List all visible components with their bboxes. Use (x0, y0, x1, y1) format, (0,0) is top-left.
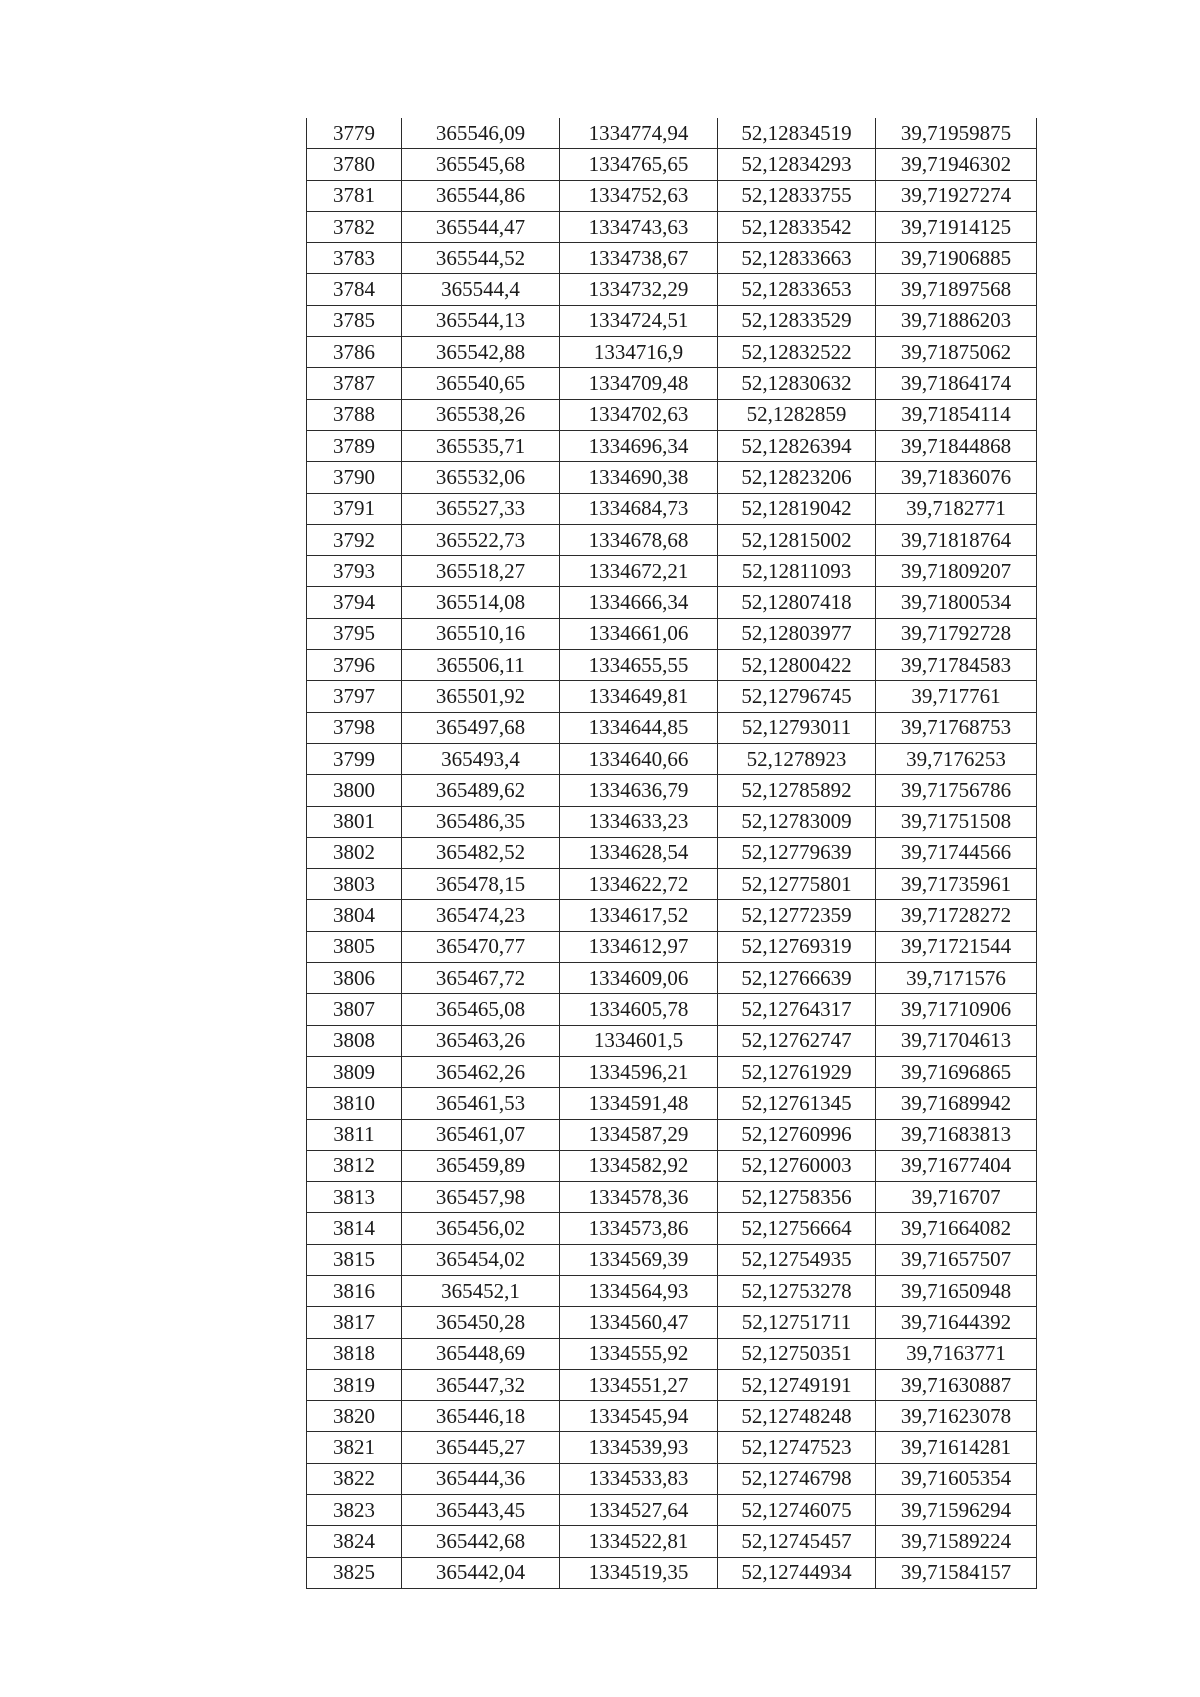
point-number-cell: 3786 (307, 337, 402, 368)
latitude-cell: 52,12779639 (718, 837, 876, 868)
y-coordinate-cell: 1334609,06 (560, 963, 718, 994)
latitude-cell: 52,12745457 (718, 1526, 876, 1557)
longitude-cell: 39,71897568 (876, 274, 1037, 305)
longitude-cell: 39,71875062 (876, 337, 1037, 368)
latitude-cell: 52,1282859 (718, 399, 876, 430)
latitude-cell: 52,12746798 (718, 1463, 876, 1494)
y-coordinate-cell: 1334628,54 (560, 837, 718, 868)
x-coordinate-cell: 365544,4 (402, 274, 560, 305)
latitude-cell: 52,12833755 (718, 180, 876, 211)
longitude-cell: 39,71704613 (876, 1025, 1037, 1056)
longitude-cell: 39,71728272 (876, 900, 1037, 931)
latitude-cell: 52,12783009 (718, 806, 876, 837)
longitude-cell: 39,716707 (876, 1182, 1037, 1213)
table-row (307, 274, 1037, 305)
point-number-cell: 3810 (307, 1088, 402, 1119)
table-row (307, 305, 1037, 336)
table-row (307, 1463, 1037, 1494)
latitude-cell: 52,12815002 (718, 524, 876, 555)
latitude-cell: 52,12830632 (718, 368, 876, 399)
point-number-cell: 3822 (307, 1463, 402, 1494)
point-number-cell: 3819 (307, 1369, 402, 1400)
y-coordinate-cell: 1334564,93 (560, 1275, 718, 1306)
latitude-cell: 52,12758356 (718, 1182, 876, 1213)
latitude-cell: 52,12754935 (718, 1244, 876, 1275)
table-row (307, 1526, 1037, 1557)
x-coordinate-cell: 365445,27 (402, 1432, 560, 1463)
y-coordinate-cell: 1334684,73 (560, 493, 718, 524)
x-coordinate-cell: 365493,4 (402, 743, 560, 774)
y-coordinate-cell: 1334732,29 (560, 274, 718, 305)
point-number-cell: 3781 (307, 180, 402, 211)
longitude-cell: 39,7163771 (876, 1338, 1037, 1369)
table-row (307, 681, 1037, 712)
point-number-cell: 3816 (307, 1275, 402, 1306)
point-number-cell: 3791 (307, 493, 402, 524)
longitude-cell: 39,7171576 (876, 963, 1037, 994)
table-row (307, 775, 1037, 806)
latitude-cell: 52,12747523 (718, 1432, 876, 1463)
latitude-cell: 52,12800422 (718, 650, 876, 681)
point-number-cell: 3817 (307, 1307, 402, 1338)
point-number-cell: 3788 (307, 399, 402, 430)
table-row (307, 243, 1037, 274)
point-number-cell: 3803 (307, 869, 402, 900)
table-row (307, 1338, 1037, 1369)
point-number-cell: 3802 (307, 837, 402, 868)
x-coordinate-cell: 365457,98 (402, 1182, 560, 1213)
latitude-cell: 52,12744934 (718, 1557, 876, 1588)
longitude-cell: 39,71584157 (876, 1557, 1037, 1588)
latitude-cell: 52,12766639 (718, 963, 876, 994)
x-coordinate-cell: 365446,18 (402, 1401, 560, 1432)
y-coordinate-cell: 1334560,47 (560, 1307, 718, 1338)
x-coordinate-cell: 365522,73 (402, 524, 560, 555)
point-number-cell: 3795 (307, 618, 402, 649)
longitude-cell: 39,71809207 (876, 556, 1037, 587)
y-coordinate-cell: 1334573,86 (560, 1213, 718, 1244)
latitude-cell: 52,12832522 (718, 337, 876, 368)
latitude-cell: 52,12756664 (718, 1213, 876, 1244)
y-coordinate-cell: 1334649,81 (560, 681, 718, 712)
point-number-cell: 3825 (307, 1557, 402, 1588)
table-row (307, 430, 1037, 461)
table-row (307, 1119, 1037, 1150)
table-row (307, 837, 1037, 868)
point-number-cell: 3797 (307, 681, 402, 712)
x-coordinate-cell: 365486,35 (402, 806, 560, 837)
longitude-cell: 39,71721544 (876, 931, 1037, 962)
table-row (307, 1432, 1037, 1463)
table-row (307, 994, 1037, 1025)
x-coordinate-cell: 365443,45 (402, 1495, 560, 1526)
x-coordinate-cell: 365474,23 (402, 900, 560, 931)
latitude-cell: 52,12760003 (718, 1150, 876, 1181)
point-number-cell: 3792 (307, 524, 402, 555)
longitude-cell: 39,71864174 (876, 368, 1037, 399)
point-number-cell: 3820 (307, 1401, 402, 1432)
point-number-cell: 3823 (307, 1495, 402, 1526)
y-coordinate-cell: 1334527,64 (560, 1495, 718, 1526)
longitude-cell: 39,71756786 (876, 775, 1037, 806)
y-coordinate-cell: 1334578,36 (560, 1182, 718, 1213)
x-coordinate-cell: 365535,71 (402, 430, 560, 461)
y-coordinate-cell: 1334555,92 (560, 1338, 718, 1369)
table-row (307, 1557, 1037, 1588)
x-coordinate-cell: 365527,33 (402, 493, 560, 524)
point-number-cell: 3811 (307, 1119, 402, 1150)
latitude-cell: 52,12761345 (718, 1088, 876, 1119)
longitude-cell: 39,7182771 (876, 493, 1037, 524)
x-coordinate-cell: 365506,11 (402, 650, 560, 681)
x-coordinate-cell: 365540,65 (402, 368, 560, 399)
point-number-cell: 3782 (307, 211, 402, 242)
table-row (307, 118, 1037, 149)
latitude-cell: 52,12793011 (718, 712, 876, 743)
table-row (307, 211, 1037, 242)
x-coordinate-cell: 365544,86 (402, 180, 560, 211)
table-row (307, 963, 1037, 994)
y-coordinate-cell: 1334738,67 (560, 243, 718, 274)
x-coordinate-cell: 365463,26 (402, 1025, 560, 1056)
x-coordinate-cell: 365447,32 (402, 1369, 560, 1400)
longitude-cell: 39,717761 (876, 681, 1037, 712)
point-number-cell: 3787 (307, 368, 402, 399)
latitude-cell: 52,12834293 (718, 149, 876, 180)
table-row (307, 712, 1037, 743)
y-coordinate-cell: 1334666,34 (560, 587, 718, 618)
longitude-cell: 39,71844868 (876, 430, 1037, 461)
longitude-cell: 39,71683813 (876, 1119, 1037, 1150)
longitude-cell: 39,71836076 (876, 462, 1037, 493)
point-number-cell: 3804 (307, 900, 402, 931)
y-coordinate-cell: 1334644,85 (560, 712, 718, 743)
y-coordinate-cell: 1334591,48 (560, 1088, 718, 1119)
table-row (307, 556, 1037, 587)
x-coordinate-cell: 365501,92 (402, 681, 560, 712)
x-coordinate-cell: 365442,04 (402, 1557, 560, 1588)
y-coordinate-cell: 1334605,78 (560, 994, 718, 1025)
latitude-cell: 52,12751711 (718, 1307, 876, 1338)
table-row (307, 462, 1037, 493)
point-number-cell: 3794 (307, 587, 402, 618)
x-coordinate-cell: 365544,13 (402, 305, 560, 336)
x-coordinate-cell: 365532,06 (402, 462, 560, 493)
table-row (307, 1307, 1037, 1338)
x-coordinate-cell: 365448,69 (402, 1338, 560, 1369)
y-coordinate-cell: 1334596,21 (560, 1056, 718, 1087)
point-number-cell: 3785 (307, 305, 402, 336)
x-coordinate-cell: 365542,88 (402, 337, 560, 368)
table-row (307, 650, 1037, 681)
table-row (307, 1275, 1037, 1306)
table-row (307, 180, 1037, 211)
y-coordinate-cell: 1334702,63 (560, 399, 718, 430)
table-row (307, 368, 1037, 399)
latitude-cell: 52,12762747 (718, 1025, 876, 1056)
latitude-cell: 52,12807418 (718, 587, 876, 618)
table-row (307, 1056, 1037, 1087)
x-coordinate-cell: 365544,52 (402, 243, 560, 274)
point-number-cell: 3814 (307, 1213, 402, 1244)
y-coordinate-cell: 1334716,9 (560, 337, 718, 368)
longitude-cell: 39,71927274 (876, 180, 1037, 211)
latitude-cell: 52,12833663 (718, 243, 876, 274)
y-coordinate-cell: 1334539,93 (560, 1432, 718, 1463)
x-coordinate-cell: 365546,09 (402, 118, 560, 149)
x-coordinate-cell: 365467,72 (402, 963, 560, 994)
x-coordinate-cell: 365489,62 (402, 775, 560, 806)
point-number-cell: 3796 (307, 650, 402, 681)
coordinates-table-body (307, 118, 1037, 1588)
point-number-cell: 3798 (307, 712, 402, 743)
point-number-cell: 3779 (307, 118, 402, 149)
x-coordinate-cell: 365544,47 (402, 211, 560, 242)
table-row (307, 743, 1037, 774)
longitude-cell: 39,71664082 (876, 1213, 1037, 1244)
longitude-cell: 39,71596294 (876, 1495, 1037, 1526)
x-coordinate-cell: 365465,08 (402, 994, 560, 1025)
y-coordinate-cell: 1334774,94 (560, 118, 718, 149)
longitude-cell: 39,71623078 (876, 1401, 1037, 1432)
longitude-cell: 39,71689942 (876, 1088, 1037, 1119)
point-number-cell: 3812 (307, 1150, 402, 1181)
latitude-cell: 52,12750351 (718, 1338, 876, 1369)
table-row (307, 1150, 1037, 1181)
point-number-cell: 3815 (307, 1244, 402, 1275)
x-coordinate-cell: 365459,89 (402, 1150, 560, 1181)
latitude-cell: 52,12796745 (718, 681, 876, 712)
x-coordinate-cell: 365461,53 (402, 1088, 560, 1119)
latitude-cell: 52,12826394 (718, 430, 876, 461)
table-row (307, 1369, 1037, 1400)
y-coordinate-cell: 1334752,63 (560, 180, 718, 211)
x-coordinate-cell: 365518,27 (402, 556, 560, 587)
longitude-cell: 39,71768753 (876, 712, 1037, 743)
table-row (307, 1213, 1037, 1244)
longitude-cell: 39,71751508 (876, 806, 1037, 837)
longitude-cell: 39,71650948 (876, 1275, 1037, 1306)
point-number-cell: 3784 (307, 274, 402, 305)
x-coordinate-cell: 365462,26 (402, 1056, 560, 1087)
latitude-cell: 52,12761929 (718, 1056, 876, 1087)
y-coordinate-cell: 1334533,83 (560, 1463, 718, 1494)
longitude-cell: 39,71784583 (876, 650, 1037, 681)
longitude-cell: 39,71630887 (876, 1369, 1037, 1400)
y-coordinate-cell: 1334612,97 (560, 931, 718, 962)
longitude-cell: 39,71605354 (876, 1463, 1037, 1494)
longitude-cell: 39,71854114 (876, 399, 1037, 430)
table-row (307, 149, 1037, 180)
table-row (307, 399, 1037, 430)
y-coordinate-cell: 1334569,39 (560, 1244, 718, 1275)
longitude-cell: 39,71657507 (876, 1244, 1037, 1275)
y-coordinate-cell: 1334724,51 (560, 305, 718, 336)
point-number-cell: 3780 (307, 149, 402, 180)
point-number-cell: 3783 (307, 243, 402, 274)
y-coordinate-cell: 1334622,72 (560, 869, 718, 900)
point-number-cell: 3821 (307, 1432, 402, 1463)
x-coordinate-cell: 365510,16 (402, 618, 560, 649)
latitude-cell: 52,12819042 (718, 493, 876, 524)
point-number-cell: 3807 (307, 994, 402, 1025)
latitude-cell: 52,12833653 (718, 274, 876, 305)
longitude-cell: 39,71614281 (876, 1432, 1037, 1463)
point-number-cell: 3799 (307, 743, 402, 774)
y-coordinate-cell: 1334690,38 (560, 462, 718, 493)
y-coordinate-cell: 1334709,48 (560, 368, 718, 399)
point-number-cell: 3806 (307, 963, 402, 994)
latitude-cell: 52,12834519 (718, 118, 876, 149)
x-coordinate-cell: 365545,68 (402, 149, 560, 180)
latitude-cell: 52,12775801 (718, 869, 876, 900)
x-coordinate-cell: 365456,02 (402, 1213, 560, 1244)
latitude-cell: 52,12833542 (718, 211, 876, 242)
table-row (307, 806, 1037, 837)
longitude-cell: 39,71818764 (876, 524, 1037, 555)
table-row (307, 1088, 1037, 1119)
longitude-cell: 39,71710906 (876, 994, 1037, 1025)
latitude-cell: 52,12833529 (718, 305, 876, 336)
longitude-cell: 39,71906885 (876, 243, 1037, 274)
x-coordinate-cell: 365497,68 (402, 712, 560, 743)
longitude-cell: 39,71677404 (876, 1150, 1037, 1181)
y-coordinate-cell: 1334519,35 (560, 1557, 718, 1588)
longitude-cell: 39,71792728 (876, 618, 1037, 649)
y-coordinate-cell: 1334765,65 (560, 149, 718, 180)
longitude-cell: 39,71959875 (876, 118, 1037, 149)
table-row (307, 1182, 1037, 1213)
latitude-cell: 52,12764317 (718, 994, 876, 1025)
latitude-cell: 52,12769319 (718, 931, 876, 962)
y-coordinate-cell: 1334661,06 (560, 618, 718, 649)
x-coordinate-cell: 365442,68 (402, 1526, 560, 1557)
y-coordinate-cell: 1334640,66 (560, 743, 718, 774)
longitude-cell: 39,71744566 (876, 837, 1037, 868)
point-number-cell: 3805 (307, 931, 402, 962)
latitude-cell: 52,12746075 (718, 1495, 876, 1526)
y-coordinate-cell: 1334672,21 (560, 556, 718, 587)
point-number-cell: 3808 (307, 1025, 402, 1056)
y-coordinate-cell: 1334678,68 (560, 524, 718, 555)
point-number-cell: 3789 (307, 430, 402, 461)
longitude-cell: 39,71800534 (876, 587, 1037, 618)
table-row (307, 587, 1037, 618)
latitude-cell: 52,12772359 (718, 900, 876, 931)
y-coordinate-cell: 1334655,55 (560, 650, 718, 681)
longitude-cell: 39,71886203 (876, 305, 1037, 336)
point-number-cell: 3801 (307, 806, 402, 837)
y-coordinate-cell: 1334545,94 (560, 1401, 718, 1432)
latitude-cell: 52,12749191 (718, 1369, 876, 1400)
point-number-cell: 3824 (307, 1526, 402, 1557)
x-coordinate-cell: 365482,52 (402, 837, 560, 868)
y-coordinate-cell: 1334633,23 (560, 806, 718, 837)
y-coordinate-cell: 1334582,92 (560, 1150, 718, 1181)
x-coordinate-cell: 365514,08 (402, 587, 560, 618)
table-row (307, 337, 1037, 368)
table-row (307, 1495, 1037, 1526)
x-coordinate-cell: 365454,02 (402, 1244, 560, 1275)
table-row (307, 1401, 1037, 1432)
x-coordinate-cell: 365452,1 (402, 1275, 560, 1306)
y-coordinate-cell: 1334551,27 (560, 1369, 718, 1400)
latitude-cell: 52,12760996 (718, 1119, 876, 1150)
latitude-cell: 52,12811093 (718, 556, 876, 587)
y-coordinate-cell: 1334587,29 (560, 1119, 718, 1150)
x-coordinate-cell: 365538,26 (402, 399, 560, 430)
longitude-cell: 39,71946302 (876, 149, 1037, 180)
longitude-cell: 39,7176253 (876, 743, 1037, 774)
y-coordinate-cell: 1334522,81 (560, 1526, 718, 1557)
latitude-cell: 52,1278923 (718, 743, 876, 774)
point-number-cell: 3793 (307, 556, 402, 587)
latitude-cell: 52,12823206 (718, 462, 876, 493)
table-row (307, 869, 1037, 900)
longitude-cell: 39,71589224 (876, 1526, 1037, 1557)
x-coordinate-cell: 365450,28 (402, 1307, 560, 1338)
point-number-cell: 3809 (307, 1056, 402, 1087)
point-number-cell: 3818 (307, 1338, 402, 1369)
point-number-cell: 3813 (307, 1182, 402, 1213)
table-row (307, 618, 1037, 649)
y-coordinate-cell: 1334743,63 (560, 211, 718, 242)
coordinates-table (306, 118, 1037, 1589)
longitude-cell: 39,71644392 (876, 1307, 1037, 1338)
longitude-cell: 39,71696865 (876, 1056, 1037, 1087)
longitude-cell: 39,71735961 (876, 869, 1037, 900)
x-coordinate-cell: 365444,36 (402, 1463, 560, 1494)
point-number-cell: 3790 (307, 462, 402, 493)
table-row (307, 1244, 1037, 1275)
x-coordinate-cell: 365478,15 (402, 869, 560, 900)
point-number-cell: 3800 (307, 775, 402, 806)
table-row (307, 493, 1037, 524)
latitude-cell: 52,12748248 (718, 1401, 876, 1432)
table-row (307, 931, 1037, 962)
table-row (307, 1025, 1037, 1056)
table-row (307, 900, 1037, 931)
latitude-cell: 52,12753278 (718, 1275, 876, 1306)
y-coordinate-cell: 1334636,79 (560, 775, 718, 806)
latitude-cell: 52,12803977 (718, 618, 876, 649)
y-coordinate-cell: 1334617,52 (560, 900, 718, 931)
y-coordinate-cell: 1334601,5 (560, 1025, 718, 1056)
table-row (307, 524, 1037, 555)
longitude-cell: 39,71914125 (876, 211, 1037, 242)
y-coordinate-cell: 1334696,34 (560, 430, 718, 461)
x-coordinate-cell: 365461,07 (402, 1119, 560, 1150)
x-coordinate-cell: 365470,77 (402, 931, 560, 962)
latitude-cell: 52,12785892 (718, 775, 876, 806)
